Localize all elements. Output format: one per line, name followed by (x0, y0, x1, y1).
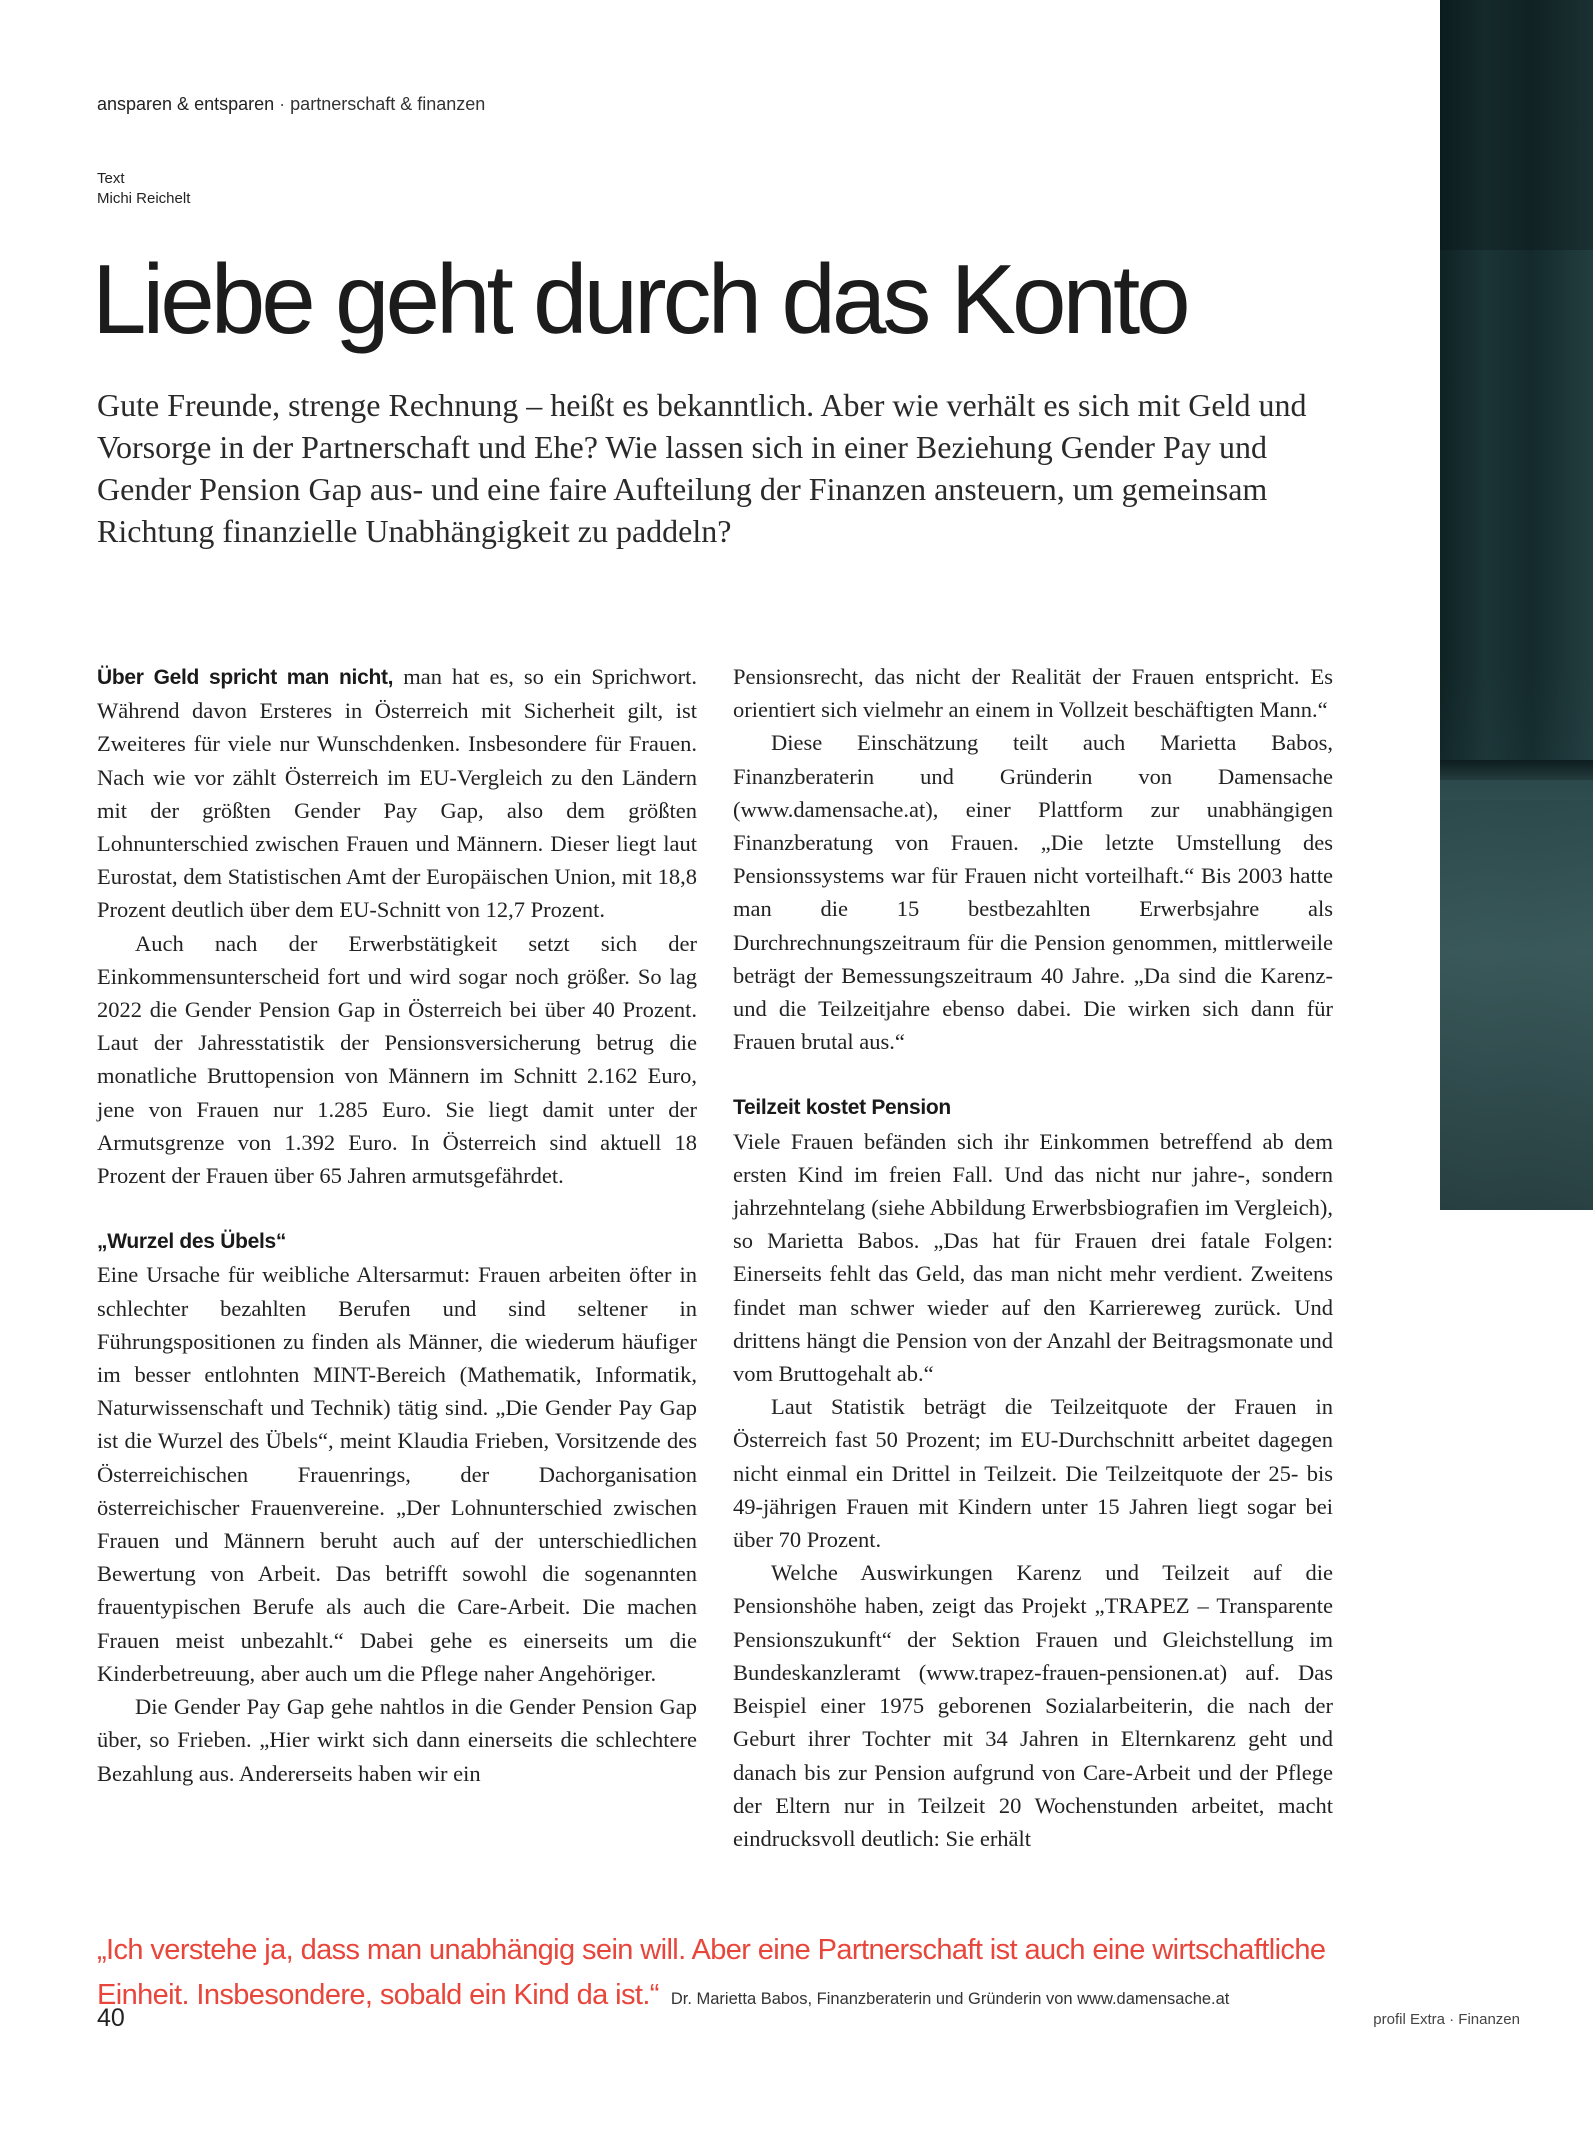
paragraph: Laut Statistik beträgt die Teilzeitquote der Frauen in Österreich fast 50 Prozent; im EU-Durchschnitt arbeitet dagegen nicht einmal ein Drittel in Teilzeit. Die Teilzeitquote der 25- bis 49-jährigen Frauen mit Kindern unter 15 Jahren liegt sogar bei über 70 Prozent. (733, 1394, 1333, 1553)
paragraph: Auch nach der Erwerbstätigkeit setzt sich der Einkommensunterscheid fort und wird sogar noch größer. So lag 2022 die Gender Pension Gap in Österreich bei über 40 Prozent. Laut der Jahresstatistik der Pensionsversicherung betrug die monatliche Bruttopension von Männern im Schnitt 2.162 Euro, jene von Frauen nur 1.285 Euro. Sie liegt damit unter der Armutsgrenze von 1.392 Euro. In Österreich sind aktuell 18 Prozent der Frauen über 65 Jahren armutsgefährdet. (97, 930, 697, 1189)
pull-quote (97, 1928, 1347, 2022)
paragraph: Die Gender Pay Gap gehe nahtlos in die Gender Pension Gap über, so Frieben. „Hier wirkt sich dann einerseits die schlechtere Bezahlung aus. Andererseits haben wir ein (97, 1694, 697, 1786)
paragraph: Diese Einschätzung teilt auch Marietta Babos, Finanzberaterin und Gründerin von Damensache (www.damensache.at), einer Plattform zur unabhängigen Finanzberatung von Frauen. „Die letzte Umstellung des Pensionssystems war für Frauen nicht vorteilhaft.“ Bis 2003 hatte man die 15 bestbezahlten Erwerbsjahre als Durchrechnungszeitraum für die Pension genommen, mittlerweile beträgt der Bemessungszeitraum 40 Jahre. „Da sind die Karenz- und die Teilzeitjahre ebenso dabei. Die wirken sich dann für Frauen brutal aus.“ (733, 730, 1333, 1055)
paragraph: Welche Auswirkungen Karenz und Teilzeit auf die Pensionshöhe haben, zeigt das Projekt „TRAPEZ – Transparente Pensionszukunft“ der Sektion Frauen und Gleichstellung im Bundeskanzleramt (www.trapez-frauen-pensionen.at) auf. Das Beispiel einer 1975 geborenen Sozialarbeiterin, die nach der Geburt ihrer Tochter mit 34 Jahren in Elternkarenz geht und danach bis zur Pension aufgrund von Care-Arbeit und der Pflege der Eltern nur in Teilzeit 20 Wochenstunden arbeitet, macht eindrucksvoll deutlich: Sie erhält (733, 1560, 1333, 1851)
pull-quote-text: „Ich verstehe ja, dass man unabhängig sein will. Aber eine Partnerschaft ist auch eine wirtschaftliche Einheit. Insbesondere, sobald ein Kind da ist.“ (97, 1934, 1326, 2011)
subheading: „Wurzel des Übels“ (97, 1230, 287, 1254)
section-name: ansparen & entsparen (97, 94, 275, 114)
photo-water-reflection (1440, 780, 1593, 1210)
paragraph: Eine Ursache für weibliche Altersarmut: Frauen arbeiten öfter in schlechter bezahlten Berufen und sind seltener in Führungspositionen zu finden als Männer, die wiederum häufiger im besser entlohnten MINT-Bereich (Mathematik, Informatik, Naturwissenschaft und Technik) tätig sind. „Die Gender Pay Gap ist die Wurzel des Übels“, meint Klaudia Frieben, Vorsitzende des Österreichischen Frauenrings, der Dachorganisation österreichischer Frauenvereine. „Der Lohnunterschied zwischen Frauen und Männern beruht auch auf der unterschiedlichen Bewertung von Arbeit. Das betrifft sowohl die sogenannten frauentypischen Berufe als auch die Care-Arbeit. Die machen Frauen meist unbezahlt.“ Dabei gehe es einerseits um die Kinderbetreuung, aber auch um die Pflege naher Angehöriger. (97, 1262, 697, 1686)
runin-heading: Über Geld spricht man nicht, (97, 666, 394, 689)
subsection-name: partnerschaft & finanzen (290, 94, 486, 114)
article-lead: Gute Freunde, strenge Rechnung – heißt es bekanntlich. Aber wie verhält es sich mit Geld und Vorsorge in der Partnerschaft und Ehe? Wie lassen sich in einer Beziehung Gender Pay und Gender Pension Gap aus- und eine faire Aufteilung der Finanzen ansteuern, um gemeinsam Richtung finanzielle Unabhängigkeit zu paddeln? (97, 387, 1307, 549)
pull-quote-attribution: Dr. Marietta Babos, Finanzberaterin und Gründerin von www.damensache.at (670, 1990, 1230, 2008)
photo-strip (1440, 0, 1593, 1210)
article-column-1 (97, 660, 697, 1790)
author-credit (97, 169, 190, 209)
section-separator: · (279, 94, 286, 114)
credit-label: Text (97, 170, 125, 187)
paragraph: Viele Frauen befänden sich ihr Einkommen betreffend ab dem ersten Kind im freien Fall. Und das nicht nur jahre-, sondern jahrzehntelang (siehe Abbildung Erwerbsbiografien im Vergleich), so Marietta Babos. „Das hat für Frauen drei fatale Folgen: Einerseits fehlt das Geld, das man nicht mehr verdient. Zweitens findet man schwer wieder auf den Karriereweg zurück. Und drittens hängt die Pension von der Anzahl der Beitragsmonate und vom Bruttogehalt ab.“ (733, 1128, 1333, 1387)
publication-footer: profil Extra · Finanzen (1373, 2011, 1520, 2028)
subheading: Teilzeit kostet Pension (733, 1096, 951, 1120)
paragraph (97, 660, 697, 927)
paragraph: Pensionsrecht, das nicht der Realität der Frauen entspricht. Es orientiert sich vielmehr an einem in Vollzeit beschäftigten Mann.“ (733, 664, 1333, 723)
section-kicker (97, 94, 485, 115)
page-number: 40 (97, 2004, 125, 2032)
article-headline: Liebe geht durch das Konto (92, 244, 1187, 354)
article-column-2 (733, 660, 1333, 1855)
photo-tree-shadow (1440, 0, 1593, 250)
credit-author: Michi Reichelt (97, 190, 191, 207)
paragraph-text: man hat es, so ein Sprichwort. Während davon Ersteres in Österreich mit Sicherheit gilt, ist Zweiteres für viele nur Wunschdenken. Insbesondere für Frauen. Nach wie vor zählt Österreich im EU-Vergleich zu den Ländern mit der größten Gender Pay Gap, also dem größten Lohnunterschied zwischen Frauen und Männern. Dieser liegt laut Eurostat, dem Statistischen Amt der Europäischen Union, mit 18,8 Prozent deutlich über dem EU-Schnitt von 12,7 Prozent. (97, 664, 698, 923)
